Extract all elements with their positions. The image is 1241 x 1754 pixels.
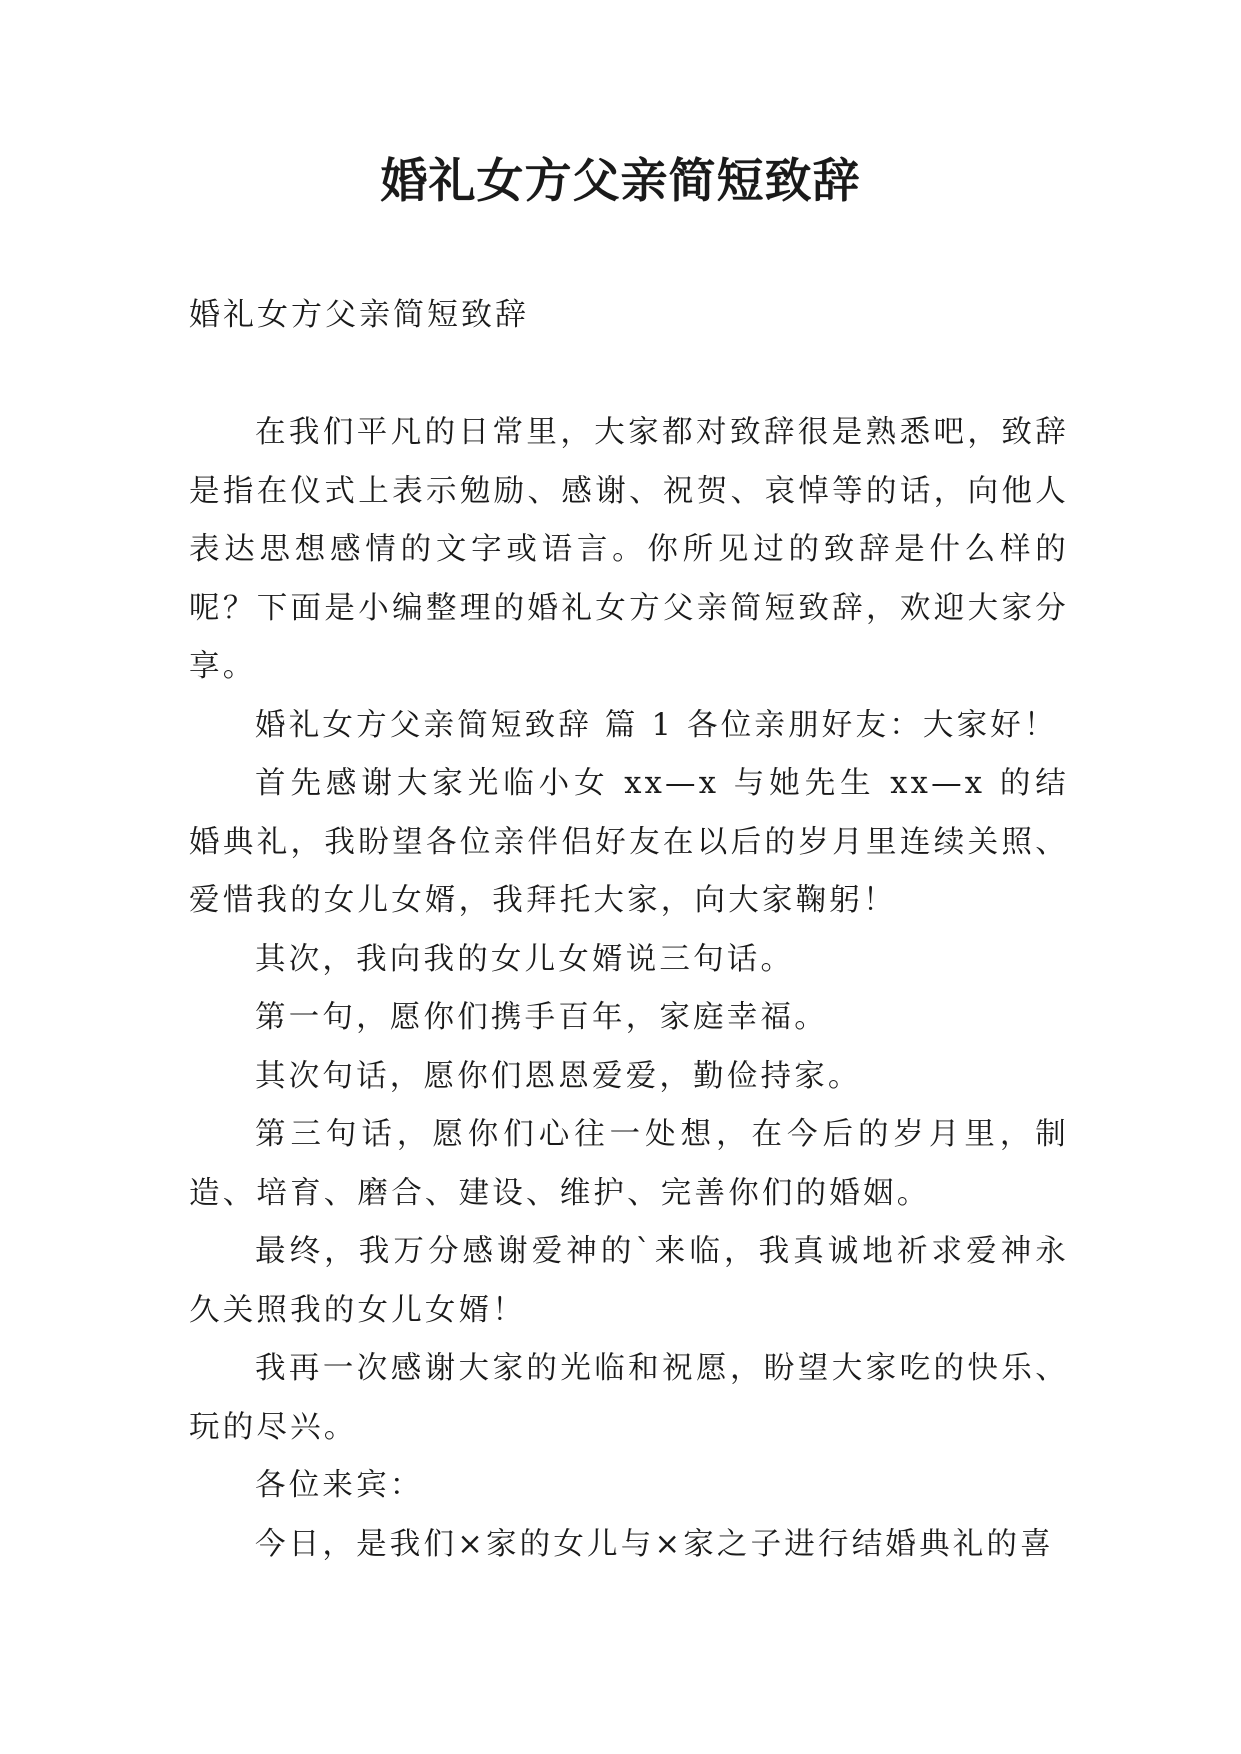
body-paragraph: 婚礼女方父亲简短致辞 篇 1 各位亲朋好友：大家好！ — [255, 707, 1058, 743]
body-paragraph: 第一句，愿你们携手百年，家庭幸福。 — [255, 1000, 828, 1035]
body-paragraph: 其次，我向我的女儿女婿说三句话。 — [255, 941, 795, 977]
body-paragraph: 我再一次感谢大家的光临和祝愿，盼望大家吃的快乐、玩的尽兴。 — [189, 1351, 1069, 1445]
body-paragraph: 今日，是我们×家的女儿与×家之子进行结婚典礼的喜 — [255, 1526, 1054, 1562]
body-paragraph: 最终，我万分感谢爱神的`来临，我真诚地祈求爱神永久关照我的女儿女婿！ — [189, 1234, 1069, 1328]
document-title: 婚礼女方父亲简短致辞 — [380, 154, 861, 209]
body-paragraph: 第三句话，愿你们心往一处想，在今后的岁月里，制造、培育、磨合、建设、维护、完善你们的婚姻。 — [189, 1117, 1069, 1211]
body-paragraph: 首先感谢大家光临小女 xx—x 与她先生 xx—x 的结婚典礼，我盼望各位亲伴侣好友在以后的岁月里连续关照、爱惜我的女儿女婿，我拜托大家，向大家鞠躬！ — [189, 766, 1069, 918]
body-paragraph: 其次句话，愿你们恩恩爱爱，勤俭持家。 — [255, 1058, 862, 1094]
body-paragraph: 各位来宾： — [255, 1468, 424, 1503]
document-body — [189, 404, 1069, 1574]
body-paragraph: 在我们平凡的日常里，大家都对致辞很是熟悉吧，致辞是指在仪式上表示勉励、感谢、祝贺、哀悼等的话，向他人表达思想感情的文字或语言。你所见过的致辞是什么样的呢？下面是小编整理的婚礼女方父亲简短致辞，欢迎大家分享。 — [189, 415, 1069, 684]
document-subtitle: 婚礼女方父亲简短致辞 — [189, 297, 529, 333]
